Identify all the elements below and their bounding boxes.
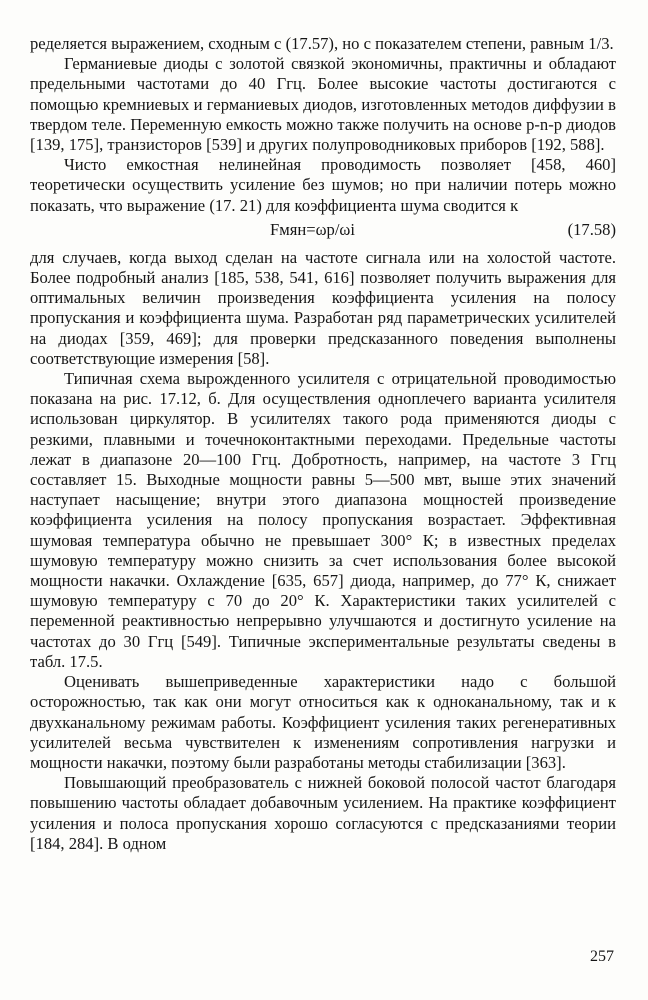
paragraph-6: Оценивать вышеприведенные характеристики надо с большой осторожностью, так как они могут относиться как к одноканальному, так и к двухканальному режимам работы. Коэффициент усиления таких регенеративных усилителей весьма чувствителен к изменениям сопротивления нагрузки и мощности накачки, поэтому были разработаны методы стабилизации [363]. bbox=[30, 672, 616, 772]
paragraph-7: Повышающий преобразователь с нижней боковой полосой частот благодаря повышению частоты обладает добавочным усилением. На практике коэффициент усиления и полоса пропускания хорошо согласуются с предсказаниями теории [184, 284]. В одном bbox=[30, 773, 616, 853]
paragraph-1: ределяется выражением, сходным с (17.57), но с показателем степени, равным 1/3. bbox=[30, 34, 614, 53]
formula-row bbox=[30, 218, 616, 248]
page-number: 257 bbox=[590, 948, 614, 965]
paragraph-3: Чисто емкостная нелинейная проводимость позволяет [458, 460] теоретически осуществить усиление без шумов; но при наличии потерь можно показать, что выражение (17. 21) для коэффициента шума сводится к bbox=[30, 155, 616, 215]
formula-number: (17.58) bbox=[567, 219, 616, 239]
paragraph-5: Типичная схема вырожденного усилителя с отрицательной проводимостью показана на рис. 17.12, б. Для осуществления одноплечего варианта усилителя использован циркулятор. В усилителях такого рода применяются диоды с резкими, плавными и точечноконтактными переходами. Предельные частоты лежат в диапазоне 20—100 Ггц. Добротность, например, на частоте 3 Ггц составляет 15. Выходные мощности равны 5—500 мвт, выше этих значений наступает насыщение; внутри этого диапазона мощностей произведение коэффициента усиления на полосу пропускания возрастает. Эффективная шумовая температура обычно не превышает 300° К; в известных пределах шумовую температуру можно снизить за счет использования более высокой мощности накачки. Охлаждение [635, 657] диода, например, до 77° К, снижает шумовую температуру с 70 до 20° К. Характеристики таких усилителей с переменной реактивностью непрерывно улучшаются и достигнуто усиление на частотах до 30 Ггц [549]. Типичные экспериментальные результаты сведены в табл. 17.5. bbox=[30, 369, 616, 671]
paragraph-4: для случаев, когда выход сделан на частоте сигнала или на холостой частоте. Более подробный анализ [185, 538, 541, 616] позволяет получить выражения для оптимальных величин произведения коэффициента усиления на полосу пропускания и коэффициента шума. Разработан ряд параметрических усилителей на диодах [359, 469]; для проверки предсказанного поведения выполнены соответствующие измерения [58]. bbox=[30, 247, 616, 368]
body-text bbox=[30, 34, 616, 854]
formula: Fмян=ωp/ωi bbox=[270, 219, 355, 239]
paragraph-2: Германиевые диоды с золотой связкой экономичны, практичны и обладают предельными частотами до 40 Ггц. Более высокие частоты достигаются с помощью кремниевых и германиевых диодов, изготовленных методов диффузии в твердом теле. Переменную емкость можно также получить на основе p-n-p диодов [139, 175], транзисторов [539] и других полупроводниковых приборов [192, 588]. bbox=[30, 54, 616, 155]
